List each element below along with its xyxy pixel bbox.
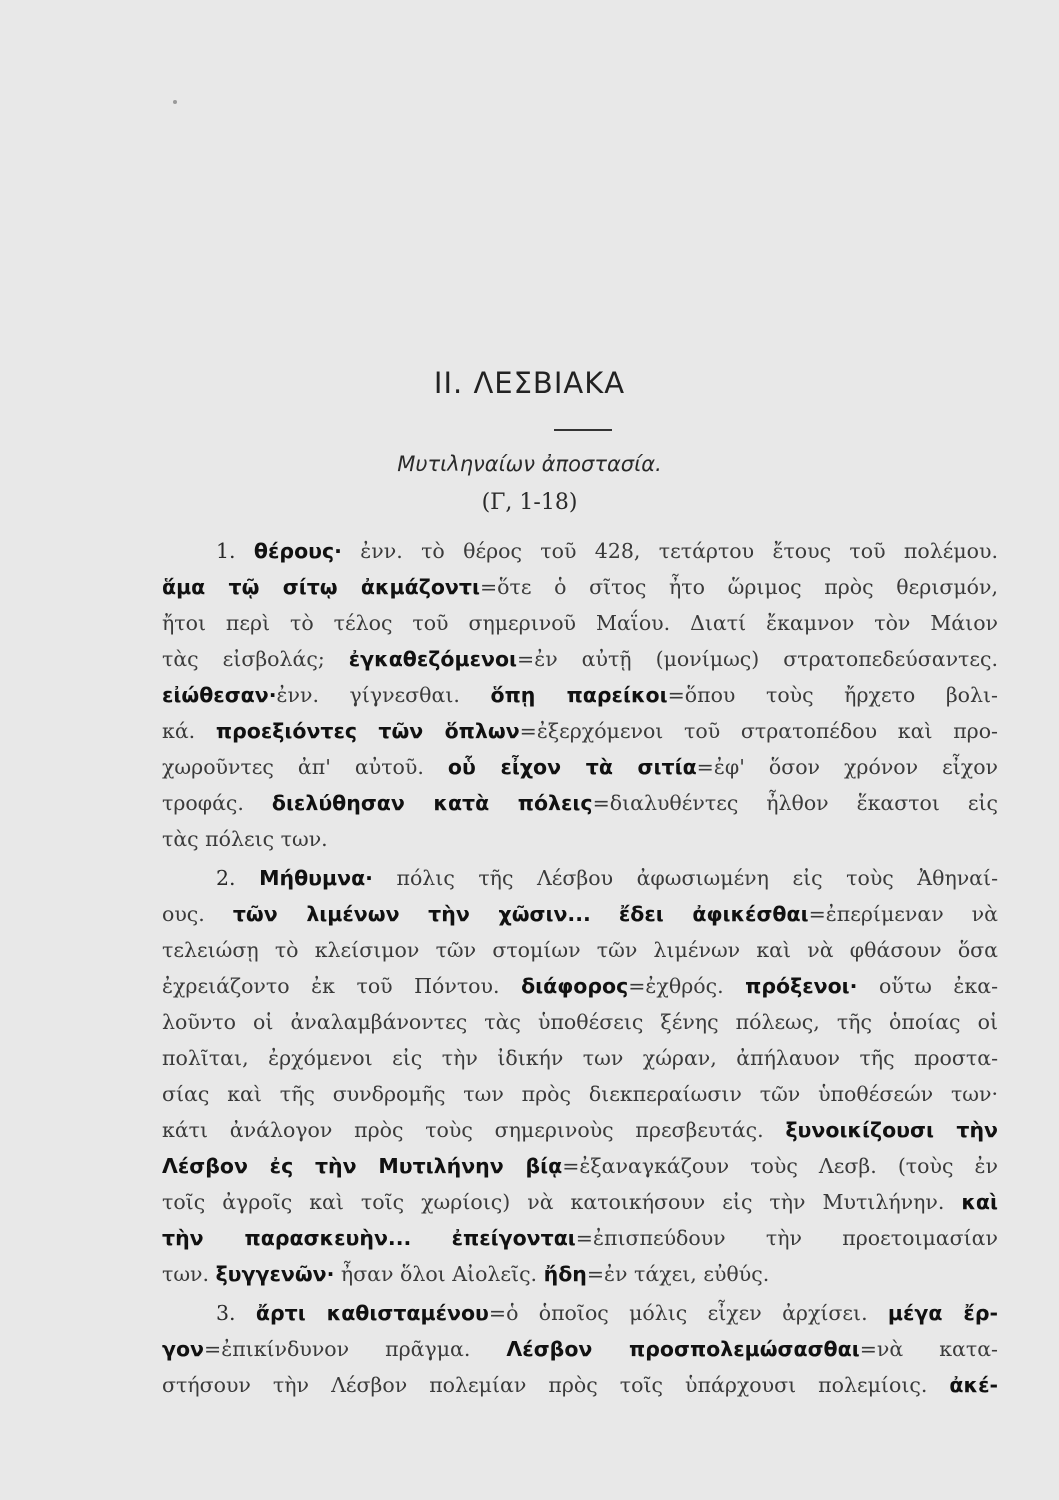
gloss-text: κάτι ἀνάλογον πρὸς τοὺς σημερινοὺς πρεσβευτάς. — [162, 1118, 786, 1142]
lemma-keyword: ὅπῃ παρείκοι — [490, 683, 668, 707]
text-line — [162, 968, 998, 1004]
lemma-keyword: προεξιόντες τῶν ὅπλων — [215, 719, 520, 743]
text-line — [162, 1367, 998, 1403]
lemma-keyword: διελύθησαν κατὰ πόλεις — [271, 791, 593, 815]
text-line — [216, 533, 998, 569]
gloss-text: πόλις τῆς Λέσβου ἀφωσιωμένη εἰς τοὺς Ἀθηναί- — [372, 866, 998, 890]
lemma-keyword: θέρους· — [253, 539, 342, 563]
gloss-text: =ἐπερίμεναν νὰ — [808, 902, 998, 926]
gloss-text: =ἐν αὐτῇ (μονίμως) στρατοπεδεύσαντες. — [517, 647, 998, 671]
gloss-text: ους. — [162, 902, 233, 926]
gloss-text: τελειώσῃ τὸ κλείσιμον τῶν στομίων τῶν λιμένων καὶ νὰ φθάσουν ὅσα — [162, 938, 998, 962]
lemma-keyword: Μήθυμνα· — [259, 866, 373, 890]
gloss-text: =ἐφ' ὅσον χρόνον εἶχον — [696, 755, 998, 779]
text-line — [162, 1331, 998, 1367]
gloss-text: ἦσαν ὅλοι Αἰολεῖς. — [334, 1262, 544, 1286]
chapter-reference: (Γ, 1-18) — [481, 490, 578, 515]
gloss-text: =ἐπικίνδυνον πρᾶγμα. — [204, 1337, 507, 1361]
gloss-text: ἐνν. γίγνεσθαι. — [276, 683, 491, 707]
text-line — [162, 569, 998, 605]
gloss-text: τροφάς. — [162, 791, 272, 815]
chapter-subtitle: Μυτιληναίων ἀποστασία. — [397, 452, 662, 476]
gloss-text: χωροῦντες ἀπ' αὐτοῦ. — [162, 755, 448, 779]
lemma-keyword: ἤδη — [543, 1262, 587, 1286]
text-line — [162, 785, 998, 821]
gloss-text: σίας καὶ τῆς συνδρομῆς των πρὸς διεκπεραίωσιν τῶν ὑποθέσεών των· — [162, 1082, 998, 1106]
gloss-text: =ἐξερχόμενοι τοῦ στρατοπέδου καὶ προ- — [519, 719, 998, 743]
gloss-text: των. — [162, 1262, 216, 1286]
gloss-text: στήσουν τὴν Λέσβον πολεμίαν πρὸς τοῖς ὑπάρχουσι πολεμίοις. — [162, 1373, 950, 1397]
gloss-text — [411, 1226, 451, 1250]
text-line — [162, 1148, 998, 1184]
text-line — [162, 641, 998, 677]
gloss-text: τὰς πόλεις των. — [162, 827, 328, 851]
lemma-keyword: ἐπείγονται — [451, 1226, 576, 1250]
gloss-text: ἐνν. τὸ θέρος τοῦ 428, τετάρτου ἔτους τοῦ πολέμου. — [341, 539, 998, 563]
text-line — [162, 1220, 998, 1256]
section-number: 2. — [216, 866, 260, 890]
text-line — [162, 749, 998, 785]
lemma-keyword: ἐγκαθεζόμενοι — [348, 647, 518, 671]
section-number: 3. — [216, 1301, 256, 1325]
gloss-text: =ἐχθρός. — [628, 974, 746, 998]
text-line — [216, 1295, 998, 1331]
text-line — [162, 1112, 998, 1148]
gloss-text: λοῦντο οἱ ἀναλαμβάνοντες τὰς ὑποθέσεις ξένης πόλεως, τῆς ὁποίας οἱ — [162, 1010, 998, 1034]
gloss-text: πολῖται, ἐρχόμενοι εἰς τὴν ἰδικήν των χώραν, ἀπήλαυον τῆς προστα- — [162, 1046, 998, 1070]
gloss-text: =ὅτε ὁ σῖτος ἦτο ὥριμος πρὸς θερισμόν, — [479, 575, 998, 599]
gloss-text: =διαλυθέντες ἦλθον ἕκαστοι εἰς — [592, 791, 998, 815]
gloss-text: =ὁ ὁποῖος μόλις εἶχεν ἀρχίσει. — [488, 1301, 888, 1325]
text-line — [162, 821, 998, 857]
print-speck — [173, 100, 177, 104]
chapter-title: II. ΛΕΣΒΙΑΚΑ — [433, 366, 626, 400]
gloss-text: =ἐξαναγκάζουν τοὺς Λεσβ. (τοὺς ἐν — [562, 1154, 998, 1178]
text-line — [162, 932, 998, 968]
lemma-keyword: τὴν παρασκευὴν... — [162, 1226, 412, 1250]
gloss-text: =νὰ κατα- — [859, 1337, 998, 1361]
gloss-text — [591, 902, 619, 926]
text-line — [162, 677, 998, 713]
lemma-keyword: ξυγγενῶν· — [215, 1262, 335, 1286]
gloss-text: ἐχρειάζοντο ἐκ τοῦ Πόντου. — [162, 974, 522, 998]
lemma-keyword: μέγα ἔρ- — [887, 1301, 999, 1325]
gloss-text: κά. — [162, 719, 216, 743]
gloss-text: ἤτοι περὶ τὸ τέλος τοῦ σημερινοῦ Μαΐου. Διατί ἔκαμνον τὸν Μάιον — [162, 611, 998, 635]
text-line — [162, 1256, 998, 1292]
text-line — [162, 1004, 998, 1040]
lemma-keyword: πρόξενοι· — [745, 974, 858, 998]
gloss-text: οὕτω ἐκα- — [857, 974, 999, 998]
text-line — [216, 860, 998, 896]
text-line — [162, 713, 998, 749]
lemma-keyword: διάφορος — [521, 974, 629, 998]
lemma-keyword: γον — [162, 1337, 205, 1361]
lemma-keyword: οὗ εἶχον τὰ σιτία — [447, 755, 697, 779]
text-line — [162, 605, 998, 641]
lemma-keyword: Λέσβον ἐς τὴν Μυτιλήνην βίᾳ — [162, 1154, 563, 1178]
text-line — [162, 1076, 998, 1112]
section-number: 1. — [216, 539, 254, 563]
lemma-keyword: εἰώθεσαν· — [162, 683, 277, 707]
gloss-text: =ἐπισπεύδουν τὴν προετοιμασίαν — [575, 1226, 998, 1250]
gloss-text: =ἐν τάχει, εὐθύς. — [586, 1262, 770, 1286]
gloss-text: τοῖς ἀγροῖς καὶ τοῖς χωρίοις) νὰ κατοικήσουν εἰς τὴν Μυτιλήνην. — [162, 1190, 962, 1214]
lemma-keyword: Λέσβον προσπολεμώσασθαι — [506, 1337, 860, 1361]
lemma-keyword: ἔδει ἀφικέσθαι — [618, 902, 809, 926]
text-line — [162, 1040, 998, 1076]
gloss-text: =ὅπου τοὺς ἤρχετο βολι- — [667, 683, 998, 707]
lemma-keyword: ἅμα τῷ σίτῳ ἀκμάζοντι — [162, 575, 480, 599]
lemma-keyword: ἀκέ- — [949, 1373, 998, 1397]
text-line — [162, 896, 998, 932]
lemma-keyword: τῶν λιμένων τὴν χῶσιν... — [232, 902, 591, 926]
lemma-keyword: καὶ — [961, 1190, 998, 1214]
title-rule — [554, 429, 612, 431]
text-line — [162, 1184, 998, 1220]
lemma-keyword: ἄρτι καθισταμένου — [255, 1301, 489, 1325]
gloss-text: τὰς εἰσβολάς; — [162, 647, 349, 671]
lemma-keyword: ξυνοικίζουσι τὴν — [785, 1118, 998, 1142]
